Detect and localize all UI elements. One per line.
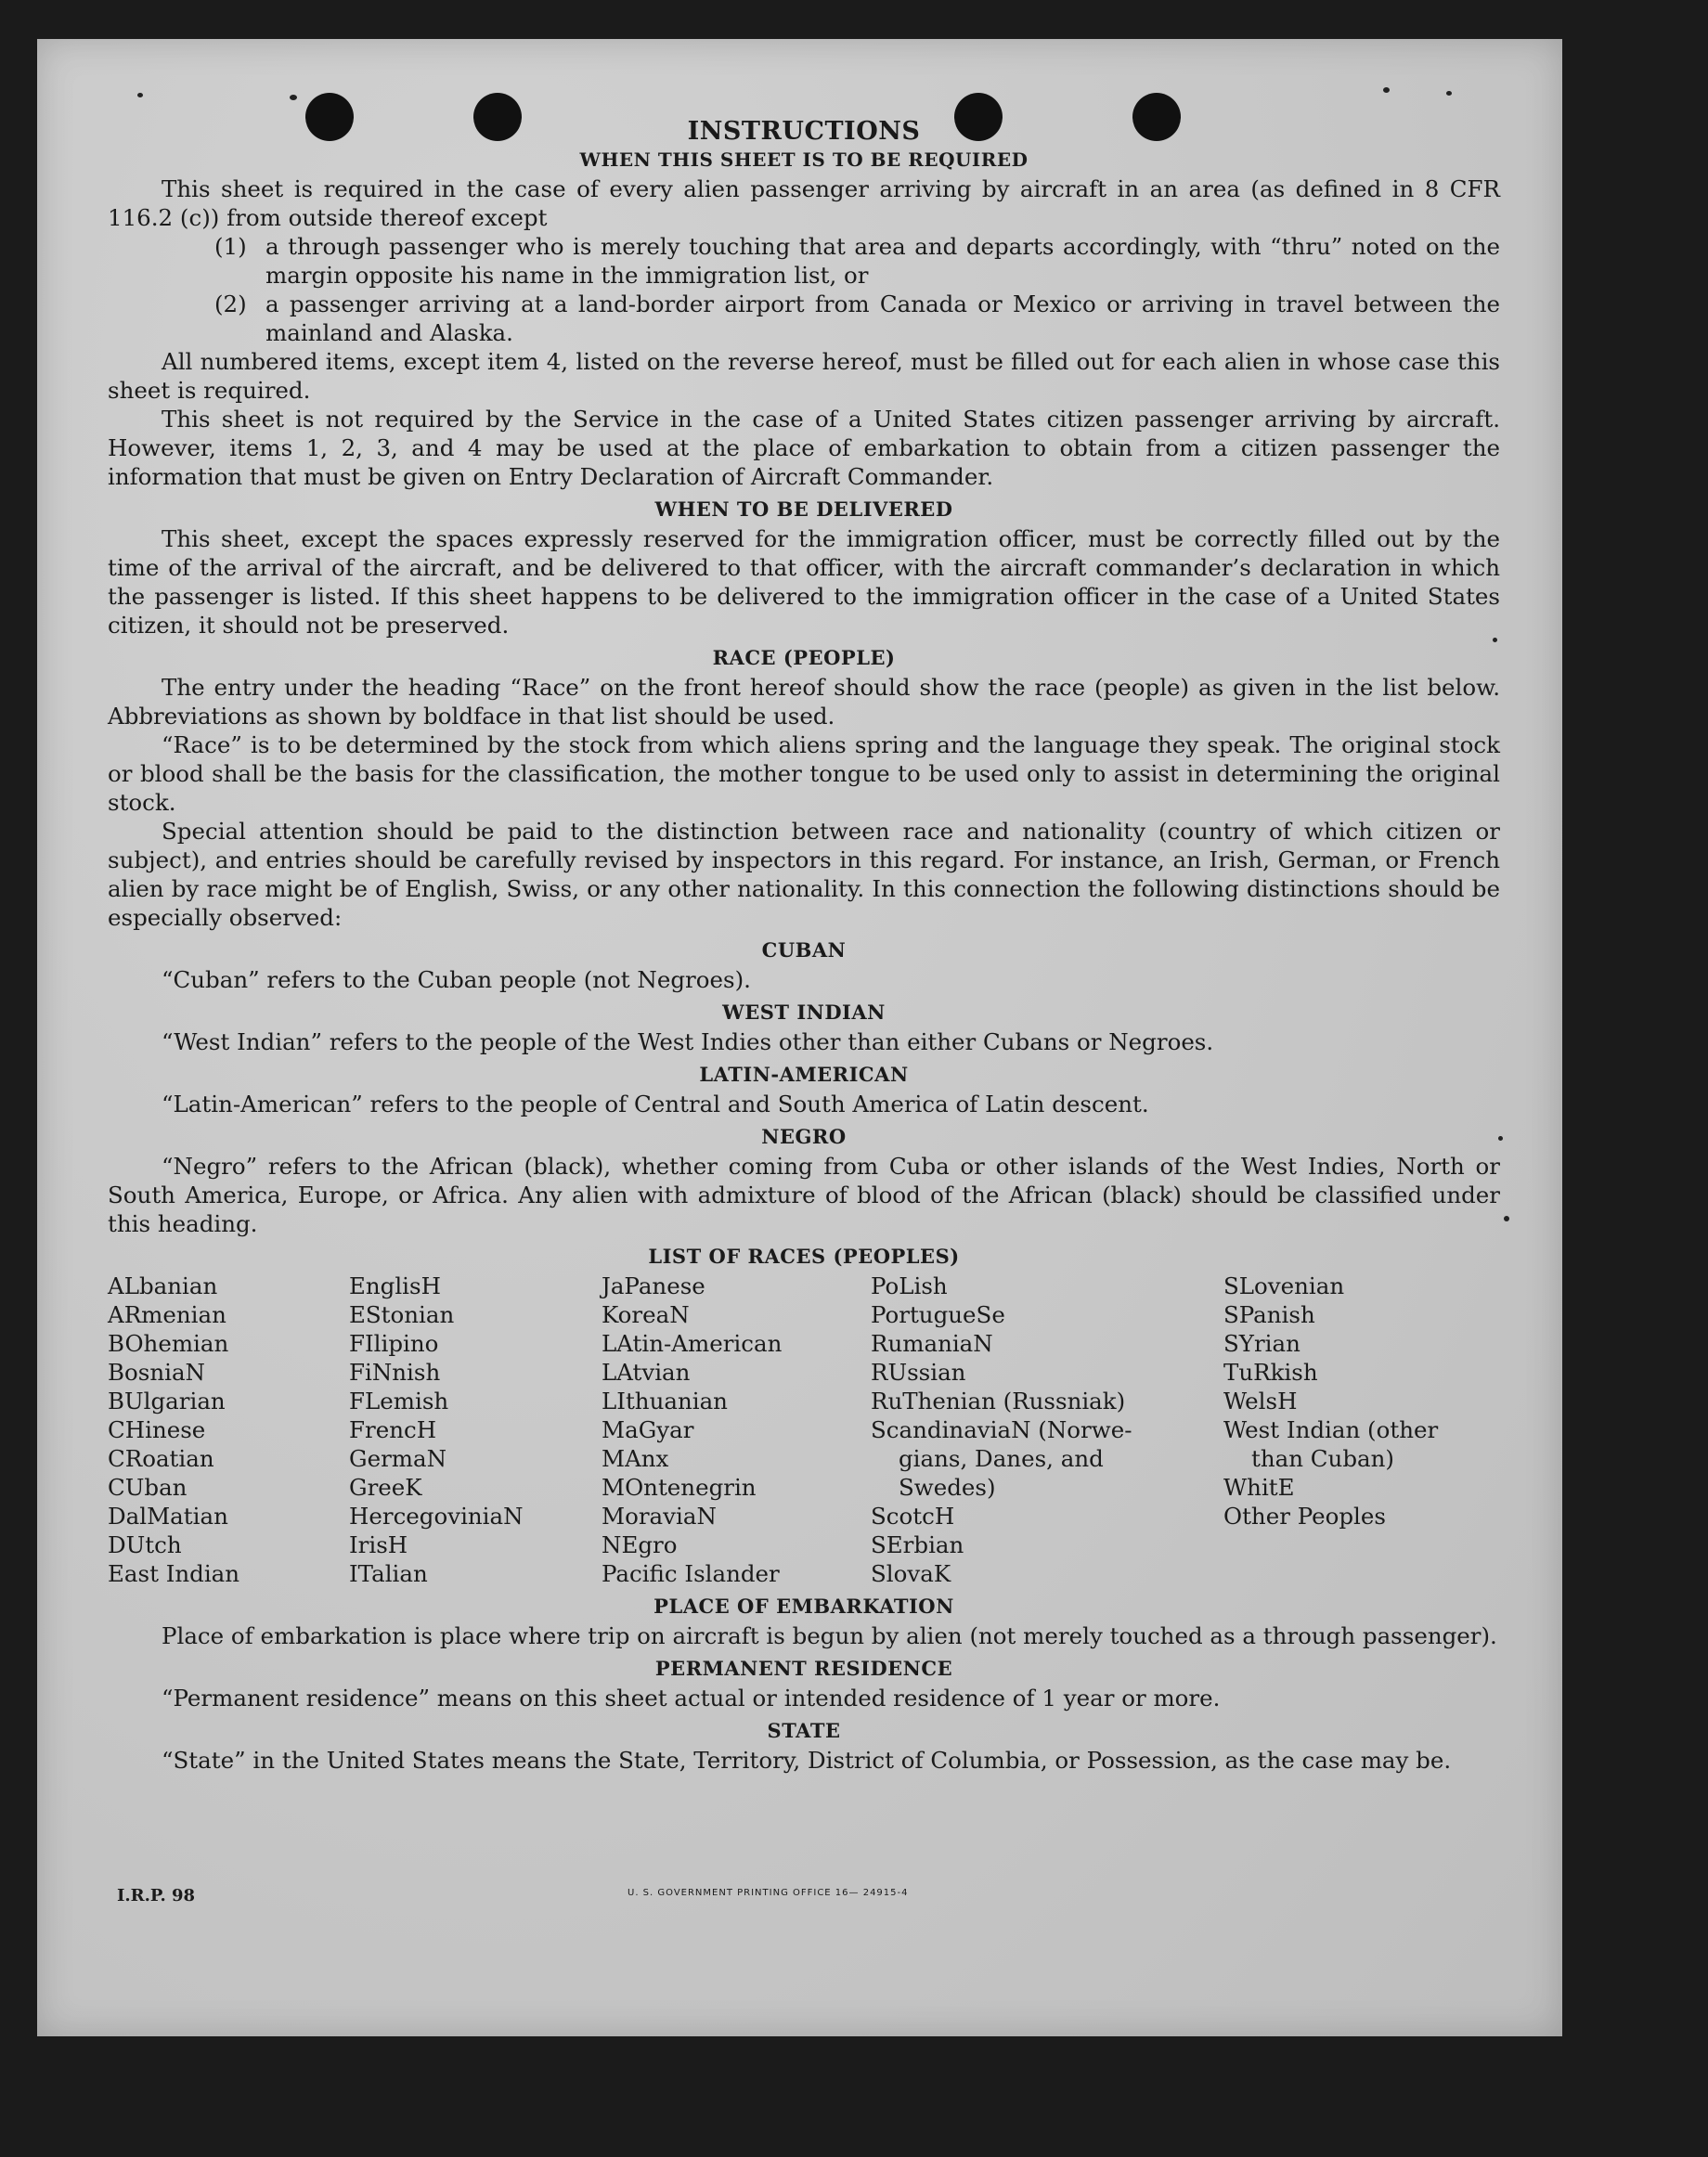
race-item: ITalian: [349, 1560, 428, 1587]
section-heading: RACE (PEOPLE): [712, 646, 896, 669]
race-item: HercegoviniaN: [349, 1503, 524, 1530]
paragraph: “State” in the United States means the State, Territory, District of Columbia, or Possession, as the case may be.: [162, 1747, 1452, 1774]
race-item: NEgro: [602, 1531, 678, 1558]
race-column: [1223, 1272, 1500, 1588]
section-heading: LIST OF RACES (PEOPLES): [648, 1245, 960, 1268]
race-item: MaGyar: [602, 1416, 694, 1443]
item-text: a passenger arriving at a land-border airport from Canada or Mexico or arriving in travel between the mainland and Alaska.: [265, 291, 1500, 346]
paragraph: The entry under the heading “Race” on the front hereof should show the race (people) as given in the list below. Abbreviations as shown by boldface in that list should be used.: [108, 674, 1500, 730]
race-item: ALbanian: [108, 1272, 218, 1299]
document-sheet: [37, 39, 1562, 2036]
race-item: Swedes): [899, 1474, 996, 1501]
race-item: BOhemian: [108, 1330, 229, 1357]
race-item: than Cuban): [1251, 1445, 1394, 1472]
race-item: PoLish: [871, 1272, 948, 1299]
race-item: LAtin-American: [602, 1330, 783, 1357]
printer-imprint: U. S. GOVERNMENT PRINTING OFFICE 16— 24915-4: [628, 1888, 909, 1898]
paragraph: “Permanent residence” means on this sheet actual or intended residence of 1 year or more.: [162, 1685, 1221, 1711]
instructions-content: [108, 119, 1500, 1775]
race-item: RumaniaN: [871, 1330, 993, 1357]
race-column: [349, 1272, 602, 1588]
race-column: [871, 1272, 1223, 1588]
section-heading: PERMANENT RESIDENCE: [654, 1657, 953, 1680]
race-item: FrencH: [349, 1416, 437, 1443]
race-item: Pacific Islander: [602, 1560, 780, 1587]
paragraph: “Race” is to be determined by the stock from which aliens spring and the language they speak. The original stock or blood shall be the basis for the classification, the mother tongue to be used only to assist in determining the original stock.: [108, 731, 1500, 816]
section-heading: CUBAN: [761, 938, 847, 962]
race-item: West Indian (other: [1223, 1416, 1439, 1443]
race-item: ScotcH: [871, 1503, 955, 1530]
race-column: [602, 1272, 871, 1588]
race-item: ScandinaviaN (Norwe-: [871, 1416, 1132, 1443]
paragraph: Place of embarkation is place where trip on aircraft is begun by alien (not merely touched as a through passenger).: [162, 1622, 1497, 1649]
race-item: EnglisH: [349, 1272, 441, 1299]
race-item: WelsH: [1223, 1388, 1298, 1414]
item-number: (2): [214, 291, 247, 317]
paragraph: “West Indian” refers to the people of the West Indies other than either Cubans or Negroes.: [162, 1028, 1214, 1055]
race-item: IrisH: [349, 1531, 408, 1558]
race-item: FLemish: [349, 1388, 449, 1414]
race-item: SLovenian: [1223, 1272, 1345, 1299]
race-item: RUssian: [871, 1359, 966, 1386]
race-item: GermaN: [349, 1445, 447, 1472]
section-heading: NEGRO: [761, 1125, 847, 1148]
race-item: East Indian: [108, 1560, 240, 1587]
race-item: LAtvian: [602, 1359, 691, 1386]
form-number: I.R.P. 98: [117, 1886, 196, 1905]
paragraph: “Negro” refers to the African (black), whether coming from Cuba or other islands of the West Indies, North or South America, Europe, or Africa. Any alien with admixture of blood of the African (black) should be classified under this heading.: [108, 1153, 1500, 1237]
section-heading: WEST INDIAN: [722, 1001, 886, 1024]
race-item: SPanish: [1223, 1301, 1315, 1328]
section-heading: LATIN-AMERICAN: [699, 1063, 909, 1086]
paragraph: “Latin-American” refers to the people of Central and South America of Latin descent.: [162, 1091, 1149, 1117]
race-item: LIthuanian: [602, 1388, 728, 1414]
race-item: MOntenegrin: [602, 1474, 757, 1501]
page-title: INSTRUCTIONS: [687, 117, 921, 146]
race-item: SYrian: [1223, 1330, 1300, 1357]
race-item: ARmenian: [108, 1301, 226, 1328]
race-item: JaPanese: [602, 1272, 705, 1299]
race-item: CRoatian: [108, 1445, 214, 1472]
race-item: GreeK: [349, 1474, 422, 1501]
paragraph: This sheet is not required by the Service in the case of a United States citizen passenger arriving by aircraft. However, items 1, 2, 3, and 4 may be used at the place of embarkation to obtain from a citizen passenger the information that must be given on Entry Declaration of Aircraft Commander.: [108, 406, 1500, 490]
item-number: (1): [214, 233, 247, 260]
race-item: KoreaN: [602, 1301, 690, 1328]
race-item: WhitE: [1223, 1474, 1295, 1501]
race-item: SErbian: [871, 1531, 964, 1558]
race-item: TuRkish: [1223, 1359, 1318, 1386]
section-heading: WHEN TO BE DELIVERED: [654, 497, 953, 521]
race-item: EStonian: [349, 1301, 455, 1328]
race-column: [108, 1272, 349, 1588]
race-item: DalMatian: [108, 1503, 228, 1530]
race-item: PortugueSe: [871, 1301, 1005, 1328]
paragraph: This sheet is required in the case of every alien passenger arriving by aircraft in an area (as defined in 8 CFR 116.2 (c)) from outside thereof except: [108, 175, 1500, 231]
paragraph: This sheet, except the spaces expressly reserved for the immigration officer, must be correctly filled out by the time of the arrival of the aircraft, and be delivered to that officer, with the aircraft commander’s declaration in which the passenger is listed. If this sheet happens to be delivered to the immigration officer in the case of a United States citizen, it should not be preserved.: [108, 525, 1500, 639]
item-text: a through passenger who is merely touching that area and departs accordingly, with “thru” noted on the margin opposite his name in the immigration list, or: [265, 233, 1500, 289]
race-item: BUlgarian: [108, 1388, 226, 1414]
paragraph: Special attention should be paid to the distinction between race and nationality (country of which citizen or subject), and entries should be carefully revised by inspectors in this regard. For instance, an Irish, German, or French alien by race might be of English, Swiss, or any other nationality. In this connection the following distinctions should be especially observed:: [108, 818, 1500, 931]
race-item: MoraviaN: [602, 1503, 717, 1530]
page-footer: [117, 1886, 1509, 1914]
numbered-item: [214, 232, 1500, 290]
race-item: CUban: [108, 1474, 188, 1501]
paragraph: “Cuban” refers to the Cuban people (not Negroes).: [162, 966, 751, 993]
race-item: DUtch: [108, 1531, 182, 1558]
section-heading: WHEN THIS SHEET IS TO BE REQUIRED: [579, 149, 1029, 171]
race-item: CHinese: [108, 1416, 206, 1443]
race-item: MAnx: [602, 1445, 669, 1472]
race-item: gians, Danes, and: [899, 1445, 1104, 1472]
race-item: RuThenian (Russniak): [871, 1388, 1126, 1414]
race-list: [108, 1272, 1500, 1588]
section-heading: PLACE OF EMBARKATION: [653, 1595, 954, 1618]
numbered-item: [214, 290, 1500, 347]
race-item: FiNnish: [349, 1359, 441, 1386]
section-heading: STATE: [767, 1719, 841, 1742]
race-item: FIlipino: [349, 1330, 439, 1357]
paragraph: All numbered items, except item 4, listed on the reverse hereof, must be filled out for each alien in whose case this sheet is required.: [108, 348, 1500, 404]
race-item: BosniaN: [108, 1359, 205, 1386]
race-item: SlovaK: [871, 1560, 951, 1587]
race-item: Other Peoples: [1223, 1503, 1386, 1530]
